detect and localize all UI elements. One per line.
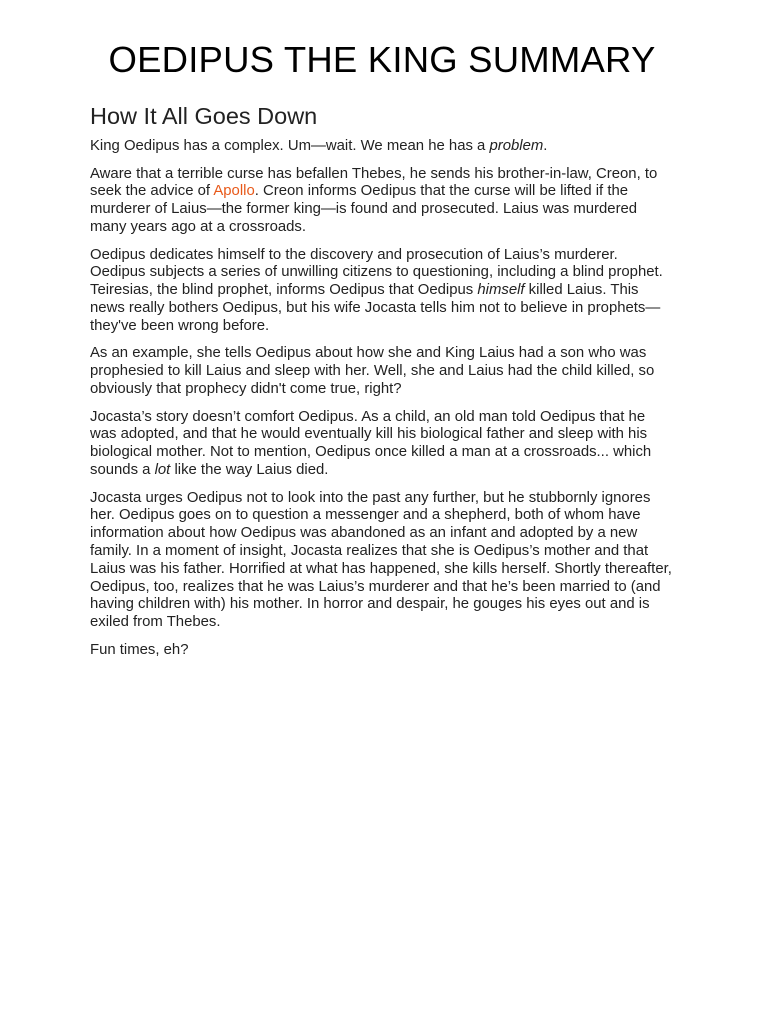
document-title: OEDIPUS THE KING SUMMARY [108, 39, 656, 80]
document-page [90, 0, 674, 660]
paragraph-3-text: Oedipus dedicates himself to the discovery and prosecution of Laius’s murderer. Oedipus subjects a series of unwilling citizens to questioning, including a blind prophet. Teiresias, the blind prophet, informs Oedipus that Oedipus [90, 246, 663, 299]
section-heading: How It All Goes Down [90, 103, 318, 129]
paragraph-3 [90, 247, 674, 336]
paragraph-4: As an example, she tells Oedipus about how she and King Laius had a son who was prophesied to kill Laius and sleep with her. Well, she and Laius had the child killed, so obviously that prophecy didn't come true, right? [90, 345, 655, 397]
paragraph-5-emphasis: lot [154, 461, 171, 478]
paragraph-5 [90, 409, 674, 480]
paragraph-1-text-end: . [543, 138, 548, 154]
paragraph-7: Fun times, eh? [90, 641, 189, 658]
paragraph-3-text-end: killed Laius. This news really bothers Oedipus, but his wife Jocasta tells him not to believe in prophets—they've been wrong before. [90, 282, 661, 334]
paragraph-5-text: Jocasta’s story doesn’t comfort Oedipus. As a child, an old man told Oedipus that he was adopted, and that he would eventually kill his biological father and sleep with his biological mother. Not to mention, Oedipus once killed a man at a crossroads... which sounds a [90, 408, 652, 478]
paragraph-1-text: King Oedipus has a complex. Um—wait. We mean he has a [90, 138, 490, 154]
paragraph-2-text-end: . Creon informs Oedipus that the curse will be lifted if the murderer of Laius—the former king—is found and prosecuted. Laius was murdered many years ago at a crossroads. [90, 183, 638, 235]
paragraph-5-text-end: like the way Laius died. [170, 461, 329, 478]
paragraph-1-emphasis: problem [489, 138, 544, 154]
paragraph-2-text: Aware that a terrible curse has befallen Thebes, he sends his brother-in-law, Creon, to seek the advice of [90, 165, 658, 200]
apollo-link[interactable]: Apollo [213, 183, 255, 200]
paragraph-1 [90, 138, 674, 156]
paragraph-2 [90, 166, 674, 237]
paragraph-6: Jocasta urges Oedipus not to look into the past any further, but he stubbornly ignores her. Oedipus goes on to question a messenger and a shepherd, both of whom have information about how Oedipus was abandoned as an infant and adopted by a new family. In a moment of insight, Jocasta realizes that she is Oedipus’s mother and that Laius was his father. Horrified at what has happened, she kills herself. Shortly thereafter, Oedipus, too, realizes that he was Laius’s murderer and that he’s been married to (and having children with) his mother. In horror and despair, he gouges his eyes out and is exiled from Thebes. [90, 489, 672, 631]
paragraph-3-emphasis: himself [477, 282, 525, 299]
